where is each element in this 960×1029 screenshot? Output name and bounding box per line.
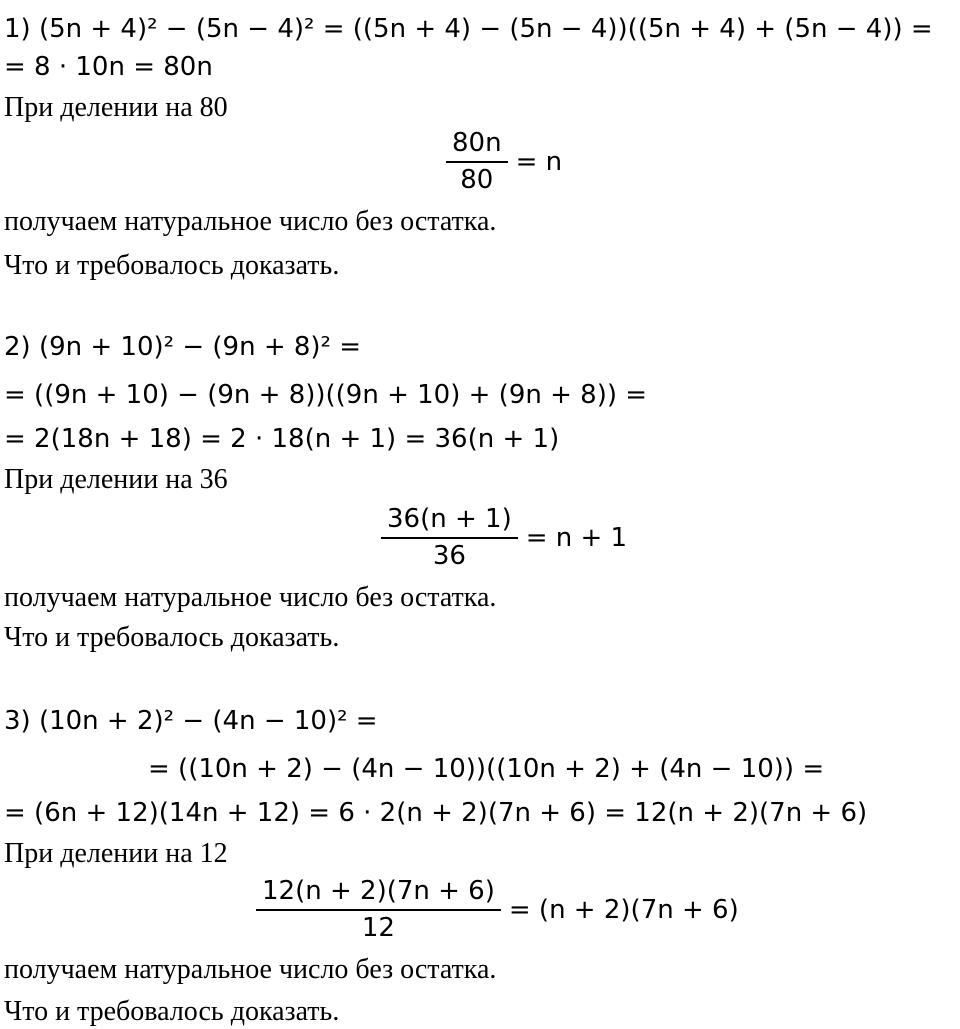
problem1-equation-line1: 1) (5n + 4)² − (5n − 4)² = ((5n + 4) − (5n − 4))((5n + 4) + (5n − 4)) =: [4, 14, 933, 44]
problem2-fraction-stack: [381, 506, 518, 571]
problem2-equation-line1: 2) (9n + 10)² − (9n + 8)² =: [4, 332, 362, 362]
problem2-fraction: [381, 506, 627, 571]
problem2-fraction-rhs: = n + 1: [525, 523, 628, 554]
problem2-fraction-numerator: 36(n + 1): [381, 506, 518, 539]
problem1-fraction-denominator: 80: [460, 165, 494, 196]
problem3-fraction-stack: [256, 878, 501, 943]
problem3-equation-line3: = (6n + 12)(14n + 12) = 6 · 2(n + 2)(7n + 6) = 12(n + 2)(7n + 6): [4, 798, 868, 828]
problem3-equation-line2: = ((10n + 2) − (4n − 10))((10n + 2) + (4n − 10)) =: [148, 754, 825, 784]
problem1-conclusion: Что и требовалось доказать.: [4, 250, 340, 281]
problem1-fraction-numerator: 80n: [446, 130, 508, 163]
problem3-conclusion: Что и требовалось доказать.: [4, 996, 340, 1027]
problem3-fraction-rhs: = (n + 2)(7n + 6): [508, 895, 739, 926]
problem1-fraction-stack: [446, 130, 508, 195]
problem1-fraction-rhs: = n: [515, 147, 563, 178]
problem1-equation-line2: = 8 · 10n = 80n: [4, 52, 213, 82]
problem3-equation-line1: 3) (10n + 2)² − (4n − 10)² =: [4, 706, 378, 736]
problem3-fraction-numerator: 12(n + 2)(7n + 6): [256, 878, 501, 911]
problem2-divide-text: При делении на 36: [4, 464, 228, 495]
problem2-equation-line2: = ((9n + 10) − (9n + 8))((9n + 10) + (9n + 8)) =: [4, 380, 648, 410]
problem3-divide-text: При делении на 12: [4, 838, 228, 869]
problem3-fraction-denominator: 12: [361, 913, 395, 944]
problem2-fraction-denominator: 36: [432, 541, 466, 572]
problem1-result-text: получаем натуральное число без остатка.: [4, 206, 497, 237]
problem2-conclusion: Что и требовалось доказать.: [4, 622, 340, 653]
problem3-fraction: [256, 878, 739, 943]
problem3-result-text: получаем натуральное число без остатка.: [4, 954, 497, 985]
problem1-divide-text: При делении на 80: [4, 92, 228, 123]
problem1-fraction: [446, 130, 562, 195]
problem2-result-text: получаем натуральное число без остатка.: [4, 582, 497, 613]
problem2-equation-line3: = 2(18n + 18) = 2 · 18(n + 1) = 36(n + 1): [4, 424, 560, 454]
